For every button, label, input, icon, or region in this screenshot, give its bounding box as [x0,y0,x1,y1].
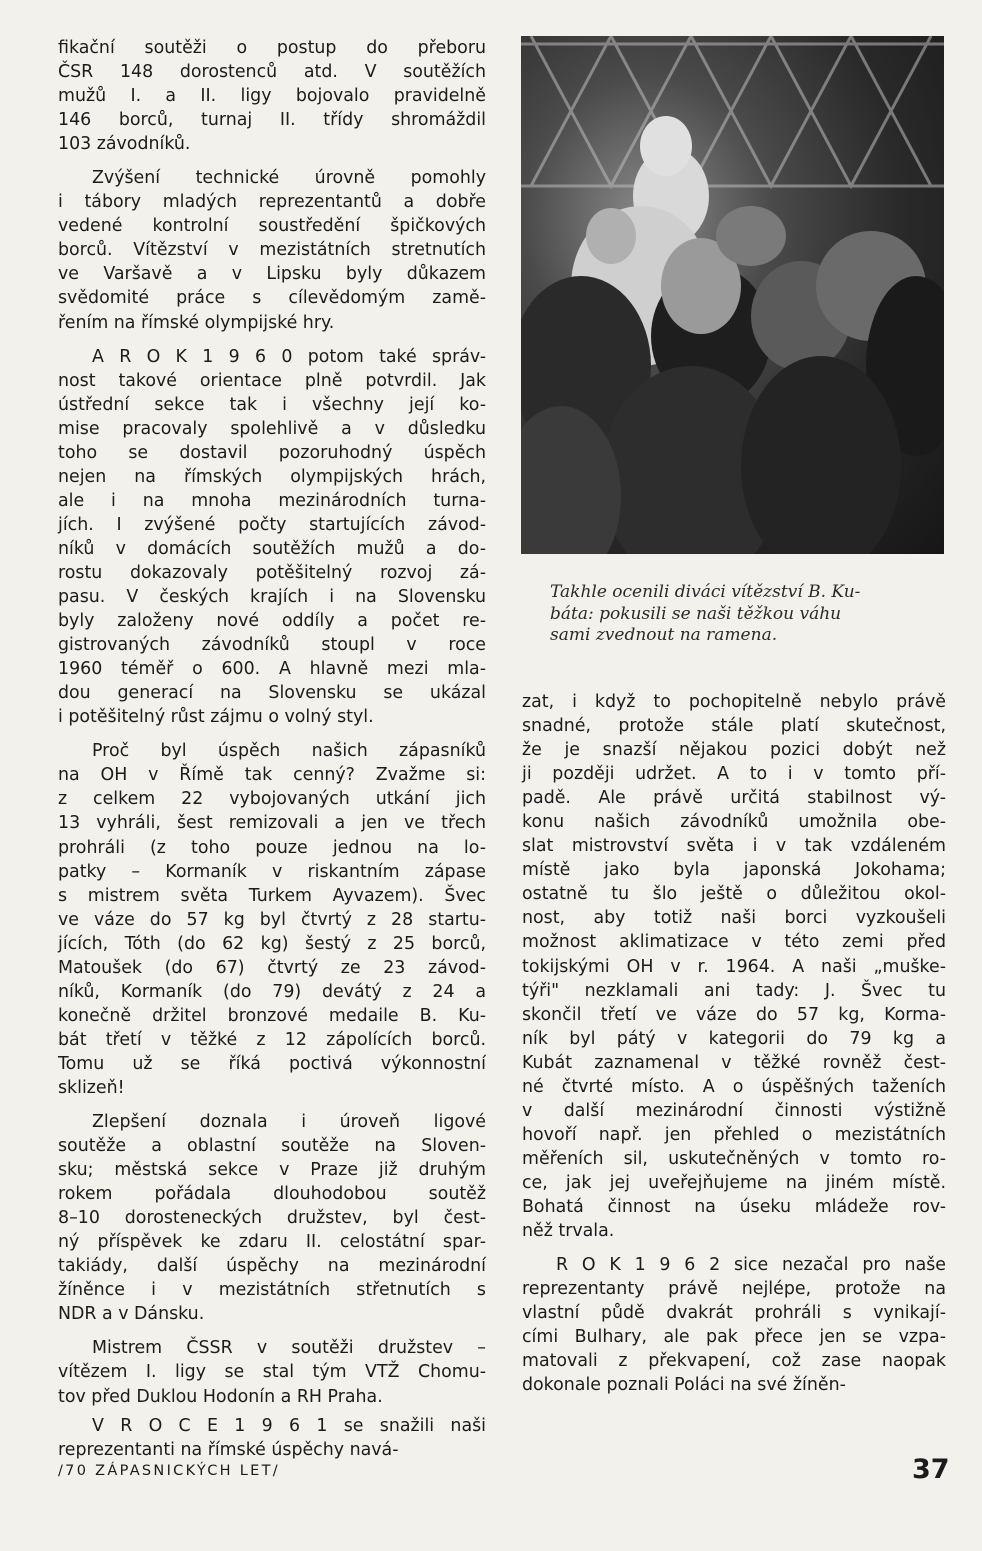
text-line: patky – Kormaník v riskantním zápase [58,861,486,882]
text-line: jích. I zvýšené počty startujících závod- [58,514,486,535]
text-line: byly založeny nové oddíly a počet re- [58,611,486,632]
text-line: mise pracovaly spolehlivě a v důsledku [58,418,486,439]
text-line: Kubát zaznamenal v těžké rovněž čest- [522,1052,946,1073]
text-line: soutěže a oblastní soutěže na Sloven- [58,1136,486,1157]
text-line: Bohatá činnost na úseku mládeže rov- [522,1196,946,1217]
text-line: konečně držitel bronzové medaile B. Ku- [58,1005,486,1026]
text-line: žíněnce i v mezistátních střetnutích s [58,1280,486,1301]
paragraph [58,345,486,730]
text-line: níků v domácích soutěžích mužů a do- [58,538,486,559]
text-line: Matoušek (do 67) čtvrtý ze 23 závod- [58,957,486,978]
left-text-column [58,36,486,1462]
text-line: R O K 1 9 6 2 sice nezačal pro naše [556,1255,946,1276]
text-line: i tábory mladých reprezentantů a dobře [58,192,486,213]
paragraph-gap [58,1326,486,1336]
text-line: snadné, protože stále platí skutečnost, [522,716,946,737]
paragraph [58,1110,486,1326]
text-line: A R O K 1 9 6 0 potom také správ- [92,346,486,367]
paragraph [58,36,486,156]
text-line: V R O C E 1 9 6 1 se snažili naši [92,1415,486,1436]
text-line: v další mezinárodní činnosti výstižně [522,1100,946,1121]
paragraph-gap [58,335,486,345]
paragraph [58,1336,486,1408]
text-line: řením na římské olympijské hry. [58,312,335,333]
photo-crowd-lifting-wrestler [521,36,944,554]
text-line: slat mistrovství světa i v tak vzdáleném [522,836,946,857]
text-line: něž trvala. [522,1221,615,1242]
book-title-footer: /70 ZÁPASNICKÝCH LET/ [58,1463,280,1479]
text-line: konu našich závodníků umožnila obe- [522,812,946,833]
text-line: toho se dostavil pozoruhodný úspěch [58,442,486,463]
text-line: měřeních sil, uskutečněných v tomto ro- [522,1148,946,1169]
text-line: Tomu už se říká poctivá výkonnostní [58,1053,486,1074]
text-line: reprezentanty právě nejlépe, protože na [522,1279,946,1300]
page-number: 37 [912,1454,950,1485]
text-line: Zlepšení doznala i úroveň ligové [92,1112,486,1133]
text-line: vlastní půdě dvakrát prohráli s vynikají- [522,1303,946,1324]
text-line: ve váze do 57 kg byl čtvrtý z 28 startu- [58,909,486,930]
text-line: 103 závodníků. [58,134,191,155]
text-line: fikační soutěži o postup do přeboru [58,38,486,58]
text-line: bát třetí v těžké z 12 zápolících borců. [58,1029,486,1050]
text-line: možnost aklimatizace v této zemi před [522,932,946,953]
text-line: ce, jak jej uveřejňujeme na jiném místě. [522,1172,946,1193]
text-line: svědomité práce s cílevědomým zamě- [58,288,486,309]
caption-line: sami zvednout na ramena. [550,625,778,645]
text-line: mužů I. a II. ligy bojovalo pravidelně [58,86,486,107]
text-line: NDR a v Dánsku. [58,1304,205,1325]
text-line: že je snazší nějakou pozici dobýt než [522,740,946,761]
text-line: ník byl pátý v kategorii do 79 kg a [522,1028,946,1049]
text-line: Mistrem ČSSR v soutěži družstev – [92,1338,486,1359]
text-line: prohráli (z toho pouze jednou na lo- [58,837,486,858]
right-text-column [522,690,946,1397]
text-line: cími Bulhary, ale pak přece jen se vzpa- [522,1327,946,1348]
text-line: hovoří např. jen přehled o mezistátních [522,1124,946,1145]
text-line: ostatně tu šlo ještě o důležitou okol- [522,884,946,905]
paragraph [58,739,486,1100]
text-line: rostu dokazovaly potěšitelný rozvoj zá- [58,562,486,583]
text-line: i potěšitelný růst zájmu o volný styl. [58,707,374,728]
text-line: sku; městská sekce v Praze již druhým [58,1160,486,1181]
text-line: níků, Kormaník (do 79) devátý z 24 a [58,981,486,1002]
text-line: dokonale poznali Poláci na své žíněn- [522,1375,846,1396]
paragraph-gap [58,156,486,166]
text-line: padě. Ale právě určitá stabilnost vý- [522,788,946,809]
text-line: nejen na římských olympijských hrách, [58,466,486,487]
text-line: borců. Vítězství v mezistátních stretnutích [58,240,486,261]
text-line: ný příspěvek ke zdaru II. celostátní spar- [58,1232,486,1253]
text-line: sklizeň! [58,1077,125,1098]
text-line: ČSR 148 dorostenců atd. V soutěžích [58,62,486,83]
text-line: nost, aby totiž naši borci vyzkoušeli [522,908,946,929]
text-line: matovali z překvapení, což zase naopak [522,1351,946,1372]
text-line: vítězem I. ligy se stal tým VTŽ Chomu- [58,1362,486,1383]
text-line: z celkem 22 vybojovaných utkání jich [58,789,486,810]
paragraph [522,690,946,1243]
text-line: ji později udržet. A to i v tomto pří- [522,764,946,785]
text-line: ve Varšavě a v Lipsku byly důkazem [58,264,486,285]
paragraph [58,166,486,334]
text-line: jících, Tóth (do 62 kg) šestý z 25 borců, [58,933,486,954]
text-line: Zvýšení technické úrovně pomohly [92,168,486,189]
paragraph-gap [58,729,486,739]
text-line: vedené kontrolní soustředění špičkových [58,216,486,237]
caption-line: báta: pokusili se naši těžkou váhu [550,603,842,624]
text-line: s mistrem světa Turkem Ayvazem). Švec [58,885,486,906]
paragraph [58,1414,486,1462]
text-line: gistrovaných závodníků stoupl v roce [58,635,486,656]
paragraph-gap [58,1100,486,1110]
text-line: takiády, další úspěchy na mezinárodní [58,1256,486,1277]
text-line: ale i na mnoha mezinárodních turna- [58,490,486,511]
text-line: 8–10 dorosteneckých družstev, byl čest- [58,1208,486,1229]
photo-caption [550,582,946,647]
text-line: pasu. V českých krajích i na Slovensku [58,587,486,608]
text-line: Proč byl úspěch našich zápasníků [92,741,486,762]
text-line: tov před Duklou Hodonín a RH Praha. [58,1386,383,1407]
text-line: dou generací na Slovensku se ukázal [58,683,486,704]
text-line: 1960 téměř o 600. A hlavně mezi mla- [58,659,486,680]
text-line: nost takové orientace plně potvrdil. Jak [58,370,486,391]
text-line: tokijskými OH v r. 1964. A naši „muške- [522,956,946,977]
text-line: zat, i když to pochopitelně nebylo právě [522,692,946,712]
text-line: týři" nezklamali ani tady: J. Švec tu [522,980,946,1001]
text-line: ústřední sekce tak i všechny její ko- [58,394,486,415]
text-line: né čtvrté místo. A o úspěšných taženích [522,1076,946,1097]
text-line: skončil třetí ve váze do 57 kg, Korma- [522,1004,946,1025]
text-line: 13 vyhráli, šest remizovali a jen ve třech [58,813,486,834]
caption-line: Takhle ocenili diváci vítězství B. Ku- [550,582,861,602]
paragraph-gap [522,1243,946,1253]
text-line: místě jako byla japonská Jokohama; [522,860,946,881]
text-line: rokem pořádala dlouhodobou soutěž [58,1184,486,1205]
text-line: reprezentanti na římské úspěchy navá- [58,1439,399,1460]
paragraph [522,1253,946,1397]
text-line: 146 borců, turnaj II. třídy shromáždil [58,110,486,131]
text-line: na OH v Římě tak cenný? Zvažme si: [58,765,486,786]
